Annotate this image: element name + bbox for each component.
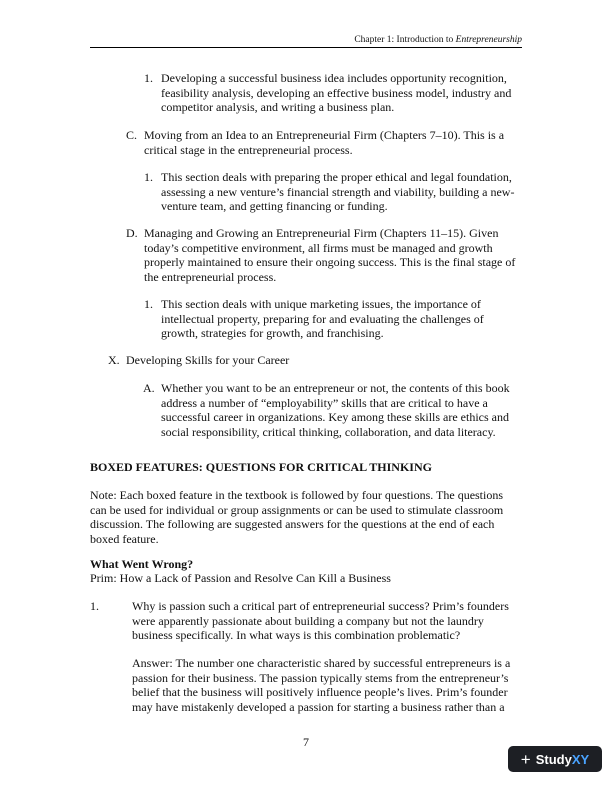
question-item [90,599,520,643]
outline-item [126,128,520,157]
header-chapter-prefix: Chapter 1: Introduction to [354,35,456,45]
outline-marker: C. [126,128,138,142]
outline-marker: D. [126,226,138,240]
question-number: 1. [90,599,99,613]
outline-item [126,226,524,284]
outline-text: Whether you want to be an entrepreneur or not, the contents of this book address a number of “employability” skills that are critical to have a successful career in organizations. Key among these skills are ethics and social responsibility, critical thinking, collaboration, and data literacy. [161,381,510,439]
feature-title: What Went Wrong? [90,557,194,571]
outline-text: Developing a successful business idea includes opportunity recognition, feasibility analysis, developing an effective business model, industry and competitor analysis, and writing a business plan. [161,71,512,115]
brand-name-accent: XY [571,751,590,767]
running-header [90,35,522,48]
brand-name [536,752,589,767]
outline-text: Moving from an Idea to an Entrepreneurial Firm (Chapters 7–10). This is a critical stage in the entrepreneurial process. [144,128,505,157]
feature-subtitle: Prim: How a Lack of Passion and Resolve Can Kill a Business [90,571,391,585]
note-paragraph: Note: Each boxed feature in the textbook is followed by four questions. The questions can be used for individual or group assignments or can be used to stimulate classroom discussion. The following are suggested answers for the questions at the end of each boxed feature. [90,488,504,546]
question-text: Why is passion such a critical part of entrepreneurial success? Prim’s founders were apparently passionate about building a company but not the laundry business specifically. In what ways is this combination problematic? [132,599,509,643]
outline-item [108,353,506,368]
outline-marker: 1. [144,297,153,311]
outline-item [144,170,523,214]
outline-item [144,297,501,341]
outline-text: This section deals with preparing the proper ethical and legal foundation, assessing a new venture’s financial strength and viability, building a new-venture team, and getting financing or funding. [161,170,515,214]
outline-item [143,381,516,439]
section-heading: BOXED FEATURES: QUESTIONS FOR CRITICAL THINKING [90,460,432,474]
answer-paragraph: Answer: The number one characteristic shared by successful entrepreneurs is a passion for their business. The passion typically stems from the entrepreneur’s belief that the business will positively influence people’s lives. Prim’s founder may have mistakenly developed a passion for starting a business rather than a [132,656,511,714]
outline-text: This section deals with unique marketing issues, the importance of intellectual property, preparing for and evaluating the challenges of growth, strategies for growth, and franchising. [161,297,484,341]
outline-marker: 1. [144,71,153,85]
outline-item [144,71,523,115]
outline-text: Developing Skills for your Career [126,353,290,367]
outline-marker: 1. [144,170,153,184]
brand-name-main: Study [535,751,572,767]
outline-marker: X. [108,353,120,367]
plus-icon: + [520,749,531,769]
studyxy-badge[interactable] [508,746,602,772]
outline-marker: A. [143,381,155,395]
page-number: 7 [303,735,309,749]
header-chapter-emphasis: Entrepreneurship [455,35,522,45]
outline-text: Managing and Growing an Entrepreneurial Firm (Chapters 11–15). Given today’s competitive environment, all firms must be managed and growth properly maintained to ensure their ongoing success. This is the final stage of the entrepreneurial process. [144,226,516,284]
